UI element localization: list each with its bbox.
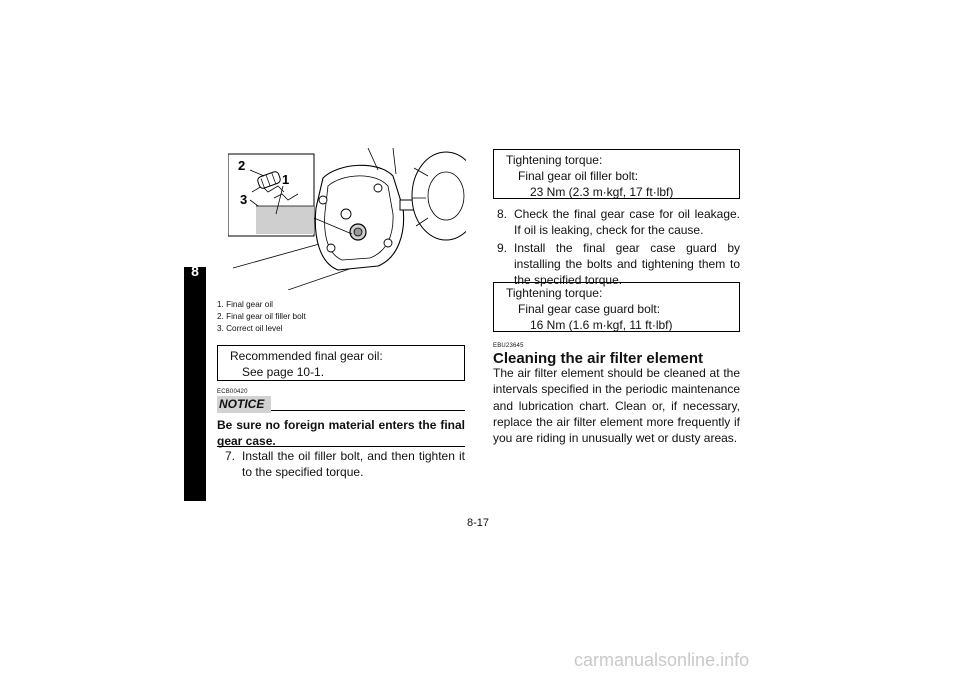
section-heading: Cleaning the air filter element [493, 350, 704, 367]
notice-text: Be sure no foreign material enters the final gear case. [217, 418, 465, 448]
notice-code: ECB00420 [217, 389, 248, 395]
torque-box-guard-bolt [493, 282, 740, 332]
recommended-oil-box [217, 345, 465, 381]
step-8-text: Check the final gear case for oil leakage. If oil is leaking, check for the cause. [514, 207, 740, 237]
final-gear-illustration [228, 148, 466, 290]
step-7-number: 7. [225, 449, 236, 463]
torque2-line3: 16 Nm (1.6 m·kgf, 11 ft·lbf) [530, 318, 673, 332]
step-7-text: Install the oil filler bolt, and then tighten it to the specified torque. [242, 449, 465, 479]
step-9-text: Install the final gear case guard by installing the bolts and tightening them to the specified torque. [514, 241, 740, 287]
torque-box-filler-bolt [493, 149, 740, 199]
figure-captions [217, 299, 306, 335]
torque1-line2: Final gear oil filler bolt: [518, 169, 639, 183]
torque2-line1: Tightening torque: [506, 286, 603, 300]
page-number: 8-17 [467, 517, 490, 529]
torque2-line2: Final gear case guard bolt: [518, 302, 661, 316]
watermark: carmanualsonline.info [574, 650, 750, 670]
step-8 [497, 206, 740, 240]
section-code: EBU23645 [493, 343, 524, 349]
notice-label: NOTICE [217, 396, 271, 413]
callout-1: 1 [282, 172, 290, 187]
notice-rule [271, 410, 465, 411]
step-7 [225, 448, 465, 482]
torque1-line3: 23 Nm (2.3 m·kgf, 17 ft·lbf) [530, 185, 674, 199]
final-gear-drawing [228, 148, 466, 290]
chapter-tab-number: 8 [191, 263, 199, 279]
step-9-number: 9. [497, 241, 508, 255]
chapter-tab [184, 263, 206, 501]
section-paragraph: The air filter element should be cleaned at the intervals specified in the periodic maintenance and lubrication chart. Clean or, if necessary, replace the air filter element more frequently if you are riding in unusually wet or dusty areas. [493, 366, 740, 446]
torque1-line1: Tightening torque: [506, 153, 603, 167]
caption-1: 1. Final gear oil [217, 300, 273, 309]
callout-3: 3 [240, 192, 248, 207]
notice-bottom-rule [217, 446, 465, 447]
caption-3: 3. Correct oil level [217, 324, 283, 333]
recommended-oil-line1: Recommended final gear oil: [230, 349, 383, 363]
step-8-number: 8. [497, 207, 508, 221]
notice-bar [217, 396, 465, 414]
caption-2: 2. Final gear oil filler bolt [217, 312, 306, 321]
recommended-oil-line2: See page 10-1. [242, 365, 325, 379]
callout-2: 2 [238, 158, 246, 173]
